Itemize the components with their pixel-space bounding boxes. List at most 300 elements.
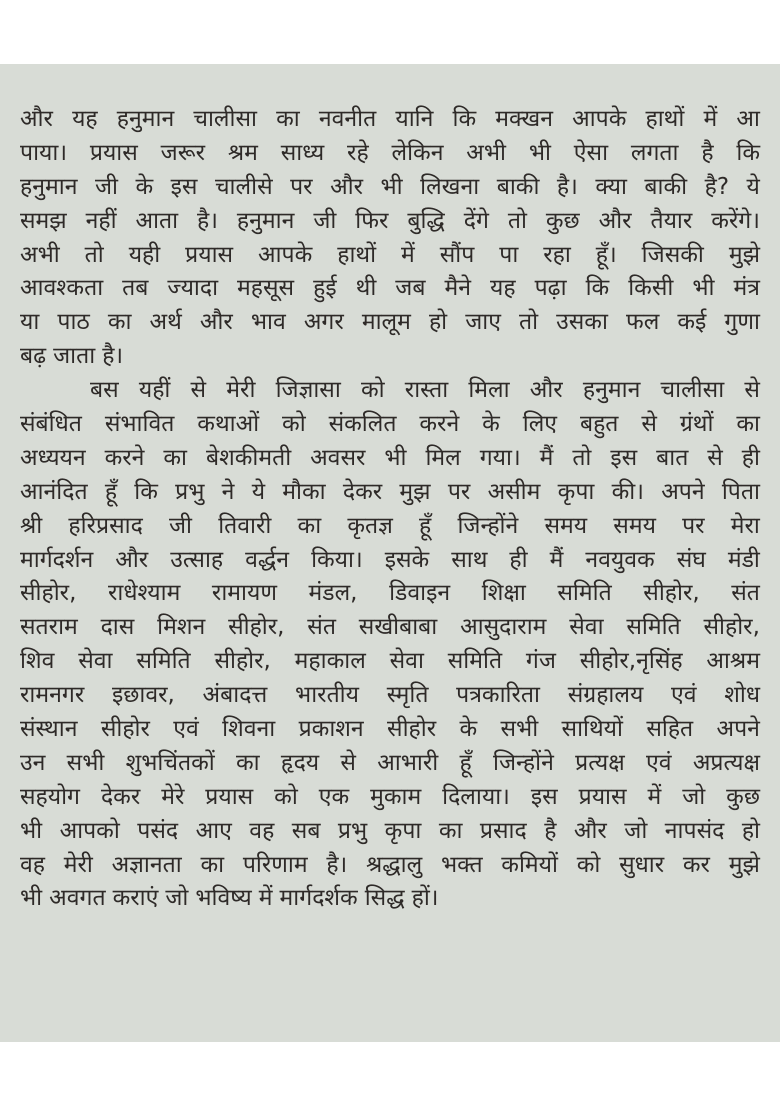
word: सेवा <box>389 648 424 675</box>
word: हृदय <box>280 749 320 776</box>
word: फल <box>626 309 660 336</box>
word: बाकी <box>496 173 540 200</box>
word: का <box>736 411 760 438</box>
word: समिति <box>626 614 681 641</box>
word: हनुमान <box>20 173 78 200</box>
word: से <box>190 377 207 404</box>
word: पर <box>290 173 313 200</box>
word: मुझे <box>728 851 760 878</box>
word: हाथों <box>337 241 377 268</box>
word: अवगत <box>49 885 106 912</box>
word: में <box>258 885 273 912</box>
word: प्रसाद <box>479 817 527 844</box>
word: आ <box>736 106 760 132</box>
word: सिद्ध <box>364 885 405 912</box>
word: सीहोर <box>387 716 437 743</box>
text-line <box>20 171 760 205</box>
word: मौका <box>282 478 326 505</box>
word: है? <box>704 173 730 200</box>
word: श्रम <box>227 139 258 166</box>
word: जो <box>165 885 189 912</box>
word: रामायण <box>211 580 277 607</box>
word: पिता <box>721 478 760 505</box>
word: पढ़ा <box>534 275 567 302</box>
word: बस <box>90 377 119 404</box>
word: ग्रंथों <box>679 411 714 438</box>
word: अगर <box>303 309 344 336</box>
word: अप्रत्यक्ष <box>692 749 760 776</box>
word: नापसंद <box>664 817 725 844</box>
word: ज्यादा <box>167 275 219 302</box>
word: ये <box>251 478 266 505</box>
word: संत <box>307 614 336 641</box>
word: समझ <box>20 207 67 234</box>
word: से <box>744 377 760 404</box>
word: किसी <box>628 275 674 302</box>
word: भी <box>692 275 715 302</box>
text-line <box>20 239 760 273</box>
word: भी <box>20 885 43 912</box>
word: तो <box>507 207 527 234</box>
word: पा <box>499 241 519 268</box>
word: हूँ <box>104 478 118 505</box>
word: परिणाम <box>242 851 308 878</box>
word: का <box>163 444 188 471</box>
text-line <box>20 849 760 883</box>
word: जिन्होंने <box>457 512 519 539</box>
word: सेवा <box>78 648 113 675</box>
word: है। <box>102 343 124 370</box>
word: प्रत्यक्ष <box>575 749 625 776</box>
word: जो <box>624 817 648 844</box>
word: अंबादत्त <box>202 682 268 709</box>
word: और <box>529 377 563 404</box>
word: जिसकी <box>641 241 704 268</box>
text-line <box>20 882 760 916</box>
word: इसके <box>384 546 430 573</box>
word: आनंदित <box>20 478 88 505</box>
word: अभी <box>466 139 506 166</box>
word: और <box>115 546 149 573</box>
book-page <box>0 64 780 1042</box>
word: के <box>459 716 478 743</box>
word: आए <box>195 817 232 844</box>
word: से <box>641 411 657 438</box>
word: मिल <box>425 444 461 471</box>
word: क्या <box>595 173 627 200</box>
word: पाठ <box>57 309 90 336</box>
word: कराएं <box>112 885 159 912</box>
word: का <box>200 851 225 878</box>
text-line <box>20 137 760 171</box>
word: एवं <box>173 716 199 743</box>
word: करने <box>419 411 460 438</box>
word: हरिप्रसाद <box>68 512 143 539</box>
word: रहा <box>543 241 571 268</box>
word: मैं <box>549 546 564 573</box>
word: मेरी <box>226 377 256 404</box>
word: कई <box>677 309 707 336</box>
word: नवयुवक <box>585 546 655 573</box>
word: प्रयास <box>185 241 234 268</box>
word: कृपा <box>557 478 595 505</box>
text-line <box>20 476 760 510</box>
word: प्रयास <box>205 783 254 810</box>
word: कि <box>134 478 158 505</box>
text-line <box>20 103 760 137</box>
word: हो <box>741 817 760 844</box>
word: मक्खन <box>495 106 553 132</box>
word: में <box>703 106 718 132</box>
word: तब <box>122 275 149 302</box>
word: तिवारी <box>218 512 272 539</box>
word: कुछ <box>545 207 580 234</box>
word: पत्रकारिता <box>456 682 540 709</box>
word: देकर <box>342 478 383 505</box>
word: राधेश्याम <box>107 580 181 607</box>
word: यह <box>490 275 516 302</box>
word: का <box>236 749 260 776</box>
word: शिव <box>20 648 55 675</box>
word: आभारी <box>377 749 439 776</box>
word: हो <box>428 309 448 336</box>
word: और <box>199 309 233 336</box>
word: को <box>576 851 601 878</box>
word: और <box>598 207 632 234</box>
word: या <box>20 309 40 336</box>
text-line <box>20 544 760 578</box>
word: पर <box>447 478 471 505</box>
word: प्रयास <box>89 139 138 166</box>
word: साध्य <box>280 139 325 166</box>
word: हाथों <box>645 106 685 132</box>
word: जाता <box>53 343 96 370</box>
text-line <box>20 713 760 747</box>
word: उत्साह <box>170 546 224 573</box>
word: का <box>297 512 322 539</box>
word: चालीसे <box>214 173 273 200</box>
word: प्रभु <box>337 817 368 844</box>
word: सहयोग <box>20 783 81 810</box>
word: करेंगे। <box>711 207 760 234</box>
word: प्रकाशन <box>298 716 364 743</box>
word: तो <box>572 444 592 471</box>
word: शुभचिंतकों <box>125 749 215 776</box>
word: बाकी <box>644 173 688 200</box>
word: भाव <box>250 309 286 336</box>
word: रास्ता <box>404 377 449 404</box>
word: सभी <box>66 749 105 776</box>
word: दास <box>100 614 135 641</box>
word: गुणा <box>724 309 760 336</box>
word: से <box>707 444 723 471</box>
word: आपको <box>59 817 120 844</box>
word: ये <box>746 173 760 200</box>
word: जब <box>395 275 426 302</box>
word: अज्ञानता <box>111 851 182 878</box>
word: सुधार <box>619 851 665 878</box>
word: कर <box>682 851 710 878</box>
word: लिखना <box>420 173 480 200</box>
word: यानि <box>395 106 434 132</box>
word: है। <box>556 173 578 200</box>
word: जी <box>94 173 118 200</box>
word: आसुदाराम <box>460 614 547 641</box>
word: आपके <box>572 106 627 132</box>
word: मार्गदर्शन <box>20 546 94 573</box>
word: मेरा <box>730 512 760 539</box>
text-line <box>20 781 760 815</box>
word: जी <box>313 207 337 234</box>
word: के <box>135 173 154 200</box>
word: रहे <box>347 139 369 166</box>
word: शिक्षा <box>481 580 526 607</box>
word: जिन्होंने <box>493 749 554 776</box>
word: कृतज्ञ <box>347 512 393 539</box>
word: सखीबाबा <box>358 614 438 641</box>
word: बहुत <box>579 411 619 438</box>
word: चालीसा <box>660 377 725 404</box>
word: उन <box>20 749 46 776</box>
word: असीम <box>487 478 541 505</box>
word: तो <box>84 241 104 268</box>
word: मैने <box>444 275 472 302</box>
word: जी <box>168 512 193 539</box>
word: इछावर, <box>111 682 175 709</box>
word: वह <box>249 817 275 844</box>
word: हूँ <box>459 749 472 776</box>
word: कमियों <box>501 851 558 878</box>
word: ही <box>741 444 760 471</box>
word: और <box>573 817 607 844</box>
word: कि <box>585 275 610 302</box>
word: जो <box>682 783 706 810</box>
word: संत <box>731 580 760 607</box>
word: समिति <box>447 648 503 675</box>
word: साथ <box>451 546 488 573</box>
word: उसका <box>556 309 608 336</box>
word: मेरी <box>63 851 93 878</box>
word: हों। <box>411 885 439 912</box>
word: मुकाम <box>370 783 422 810</box>
word: वर्द्धन <box>245 546 290 573</box>
word: सहित <box>646 716 694 743</box>
word: अवसर <box>310 444 366 471</box>
word: कि <box>736 139 760 166</box>
word: को <box>360 377 385 404</box>
word: हनुमान <box>116 106 175 132</box>
word: है <box>701 139 714 166</box>
text-line <box>20 374 760 408</box>
word: अभी <box>20 241 60 268</box>
text-line <box>20 442 760 476</box>
word: सीहोर, <box>703 614 760 641</box>
word: सीहोर, <box>643 580 700 607</box>
word: एवं <box>646 749 672 776</box>
word: गया। <box>479 444 521 471</box>
word: एवं <box>671 682 697 709</box>
word: यह <box>72 106 98 132</box>
word: कुछ <box>726 783 760 810</box>
text-line <box>20 340 760 374</box>
word: को <box>282 411 306 438</box>
word: गंज <box>525 648 556 675</box>
word: श्रद्धालु <box>366 851 423 878</box>
word: का <box>276 106 300 132</box>
text-line <box>20 815 760 849</box>
word: मिला <box>468 377 510 404</box>
word: कथाओं <box>197 411 260 438</box>
word: नवनीत <box>318 106 377 132</box>
word: डिवाइन <box>389 580 451 607</box>
word: फिर <box>355 207 389 234</box>
word: अपने <box>716 716 760 743</box>
word: को <box>274 783 298 810</box>
word: बात <box>656 444 689 471</box>
word: आता <box>135 207 179 234</box>
word: अध्ययन <box>20 444 86 471</box>
word: समय <box>613 512 656 539</box>
word: समय <box>544 512 588 539</box>
word: समिति <box>136 648 191 675</box>
word: सीहोर, <box>214 648 271 675</box>
word: मंडल, <box>308 580 358 607</box>
word: लेकिन <box>391 139 444 166</box>
text-line <box>20 747 760 781</box>
word: जरूर <box>160 139 205 166</box>
word: सीहोर, <box>228 614 285 641</box>
word: अपने <box>661 478 705 505</box>
word: का <box>107 309 132 336</box>
word: पाया। <box>20 139 68 166</box>
word: इस <box>610 444 638 471</box>
word: यहीं <box>138 377 171 404</box>
word: मैं <box>539 444 554 471</box>
word: ही <box>509 546 528 573</box>
word: शोध <box>724 682 760 709</box>
text-line <box>20 611 760 645</box>
word: कि <box>452 106 477 132</box>
word: सतराम <box>20 614 78 641</box>
word: महाकाल <box>294 648 366 675</box>
word: सौंप <box>439 241 475 268</box>
word: संस्थान <box>20 716 78 743</box>
word: थी <box>355 275 377 302</box>
word: संबंधित <box>20 411 82 438</box>
word: बुद्धि <box>407 207 445 234</box>
text-line <box>20 679 760 713</box>
word: हनुमान <box>582 377 641 404</box>
word: आश्रम <box>706 648 760 675</box>
word: हूँ <box>419 512 432 539</box>
word: देकर <box>100 783 141 810</box>
text-line <box>20 272 760 306</box>
word: सेवा <box>569 614 604 641</box>
word: आपके <box>258 241 313 268</box>
word: हुई <box>313 275 337 302</box>
word: किया। <box>311 546 363 573</box>
word: जाए <box>465 309 501 336</box>
word: भक्त <box>440 851 483 878</box>
word: इस <box>530 783 558 810</box>
word: पसंद <box>137 817 179 844</box>
word: है। <box>326 851 348 878</box>
word: सीहोर, <box>20 580 77 607</box>
word: ऐसा <box>573 139 609 166</box>
text-line <box>20 577 760 611</box>
word: श्री <box>20 512 43 539</box>
word: मेरे <box>161 783 185 810</box>
word: आवश्कता <box>20 275 104 302</box>
word: और <box>330 173 364 200</box>
word: चालीसा <box>193 106 257 132</box>
word: भी <box>384 444 407 471</box>
word: भी <box>528 139 551 166</box>
word: जिज्ञासा <box>275 377 341 404</box>
word: एक <box>318 783 350 810</box>
word: संभावित <box>104 411 175 438</box>
word: यही <box>128 241 161 268</box>
word: समिति <box>557 580 612 607</box>
word: भी <box>380 173 403 200</box>
word: प्रयास <box>578 783 627 810</box>
word: भारतीय <box>295 682 359 709</box>
word: मिशन <box>157 614 206 641</box>
word: मुझे <box>728 241 760 268</box>
word: भी <box>20 817 43 844</box>
word: सीहोर,नृसिंह <box>579 648 683 675</box>
word: कृपा <box>384 817 422 844</box>
word: के <box>482 411 500 438</box>
body-text <box>20 103 760 916</box>
word: देंगे <box>463 207 489 234</box>
word: हनुमान <box>236 207 295 234</box>
word: में <box>401 241 415 268</box>
word: साथियों <box>561 716 623 743</box>
word: और <box>20 106 53 132</box>
word: सभी <box>500 716 539 743</box>
word: सीहोर <box>100 716 150 743</box>
word: शिवना <box>222 716 276 743</box>
word: मंत्र <box>733 275 760 302</box>
word: मालूम <box>361 309 411 336</box>
word: से <box>340 749 356 776</box>
word: पर <box>682 512 705 539</box>
word: करने <box>104 444 145 471</box>
word: में <box>647 783 662 810</box>
text-line <box>20 645 760 679</box>
word: रामनगर <box>20 682 85 709</box>
word: मंडी <box>727 546 760 573</box>
word: हूँ। <box>595 241 617 268</box>
word: दिलाया। <box>442 783 510 810</box>
word: बेशकीमती <box>205 444 292 471</box>
word: संकलित <box>328 411 397 438</box>
word: है। <box>197 207 218 234</box>
word: की। <box>611 478 644 505</box>
word: स्मृति <box>386 682 429 709</box>
word: का <box>438 817 463 844</box>
word: तो <box>519 309 539 336</box>
word: वह <box>20 851 46 878</box>
word: मार्गदर्शक <box>279 885 358 912</box>
text-line <box>20 408 760 442</box>
word: संग्रहालय <box>567 682 644 709</box>
word: लिए <box>522 411 558 438</box>
word: है <box>544 817 557 844</box>
word: बढ़ <box>20 343 47 370</box>
word: इस <box>170 173 198 200</box>
